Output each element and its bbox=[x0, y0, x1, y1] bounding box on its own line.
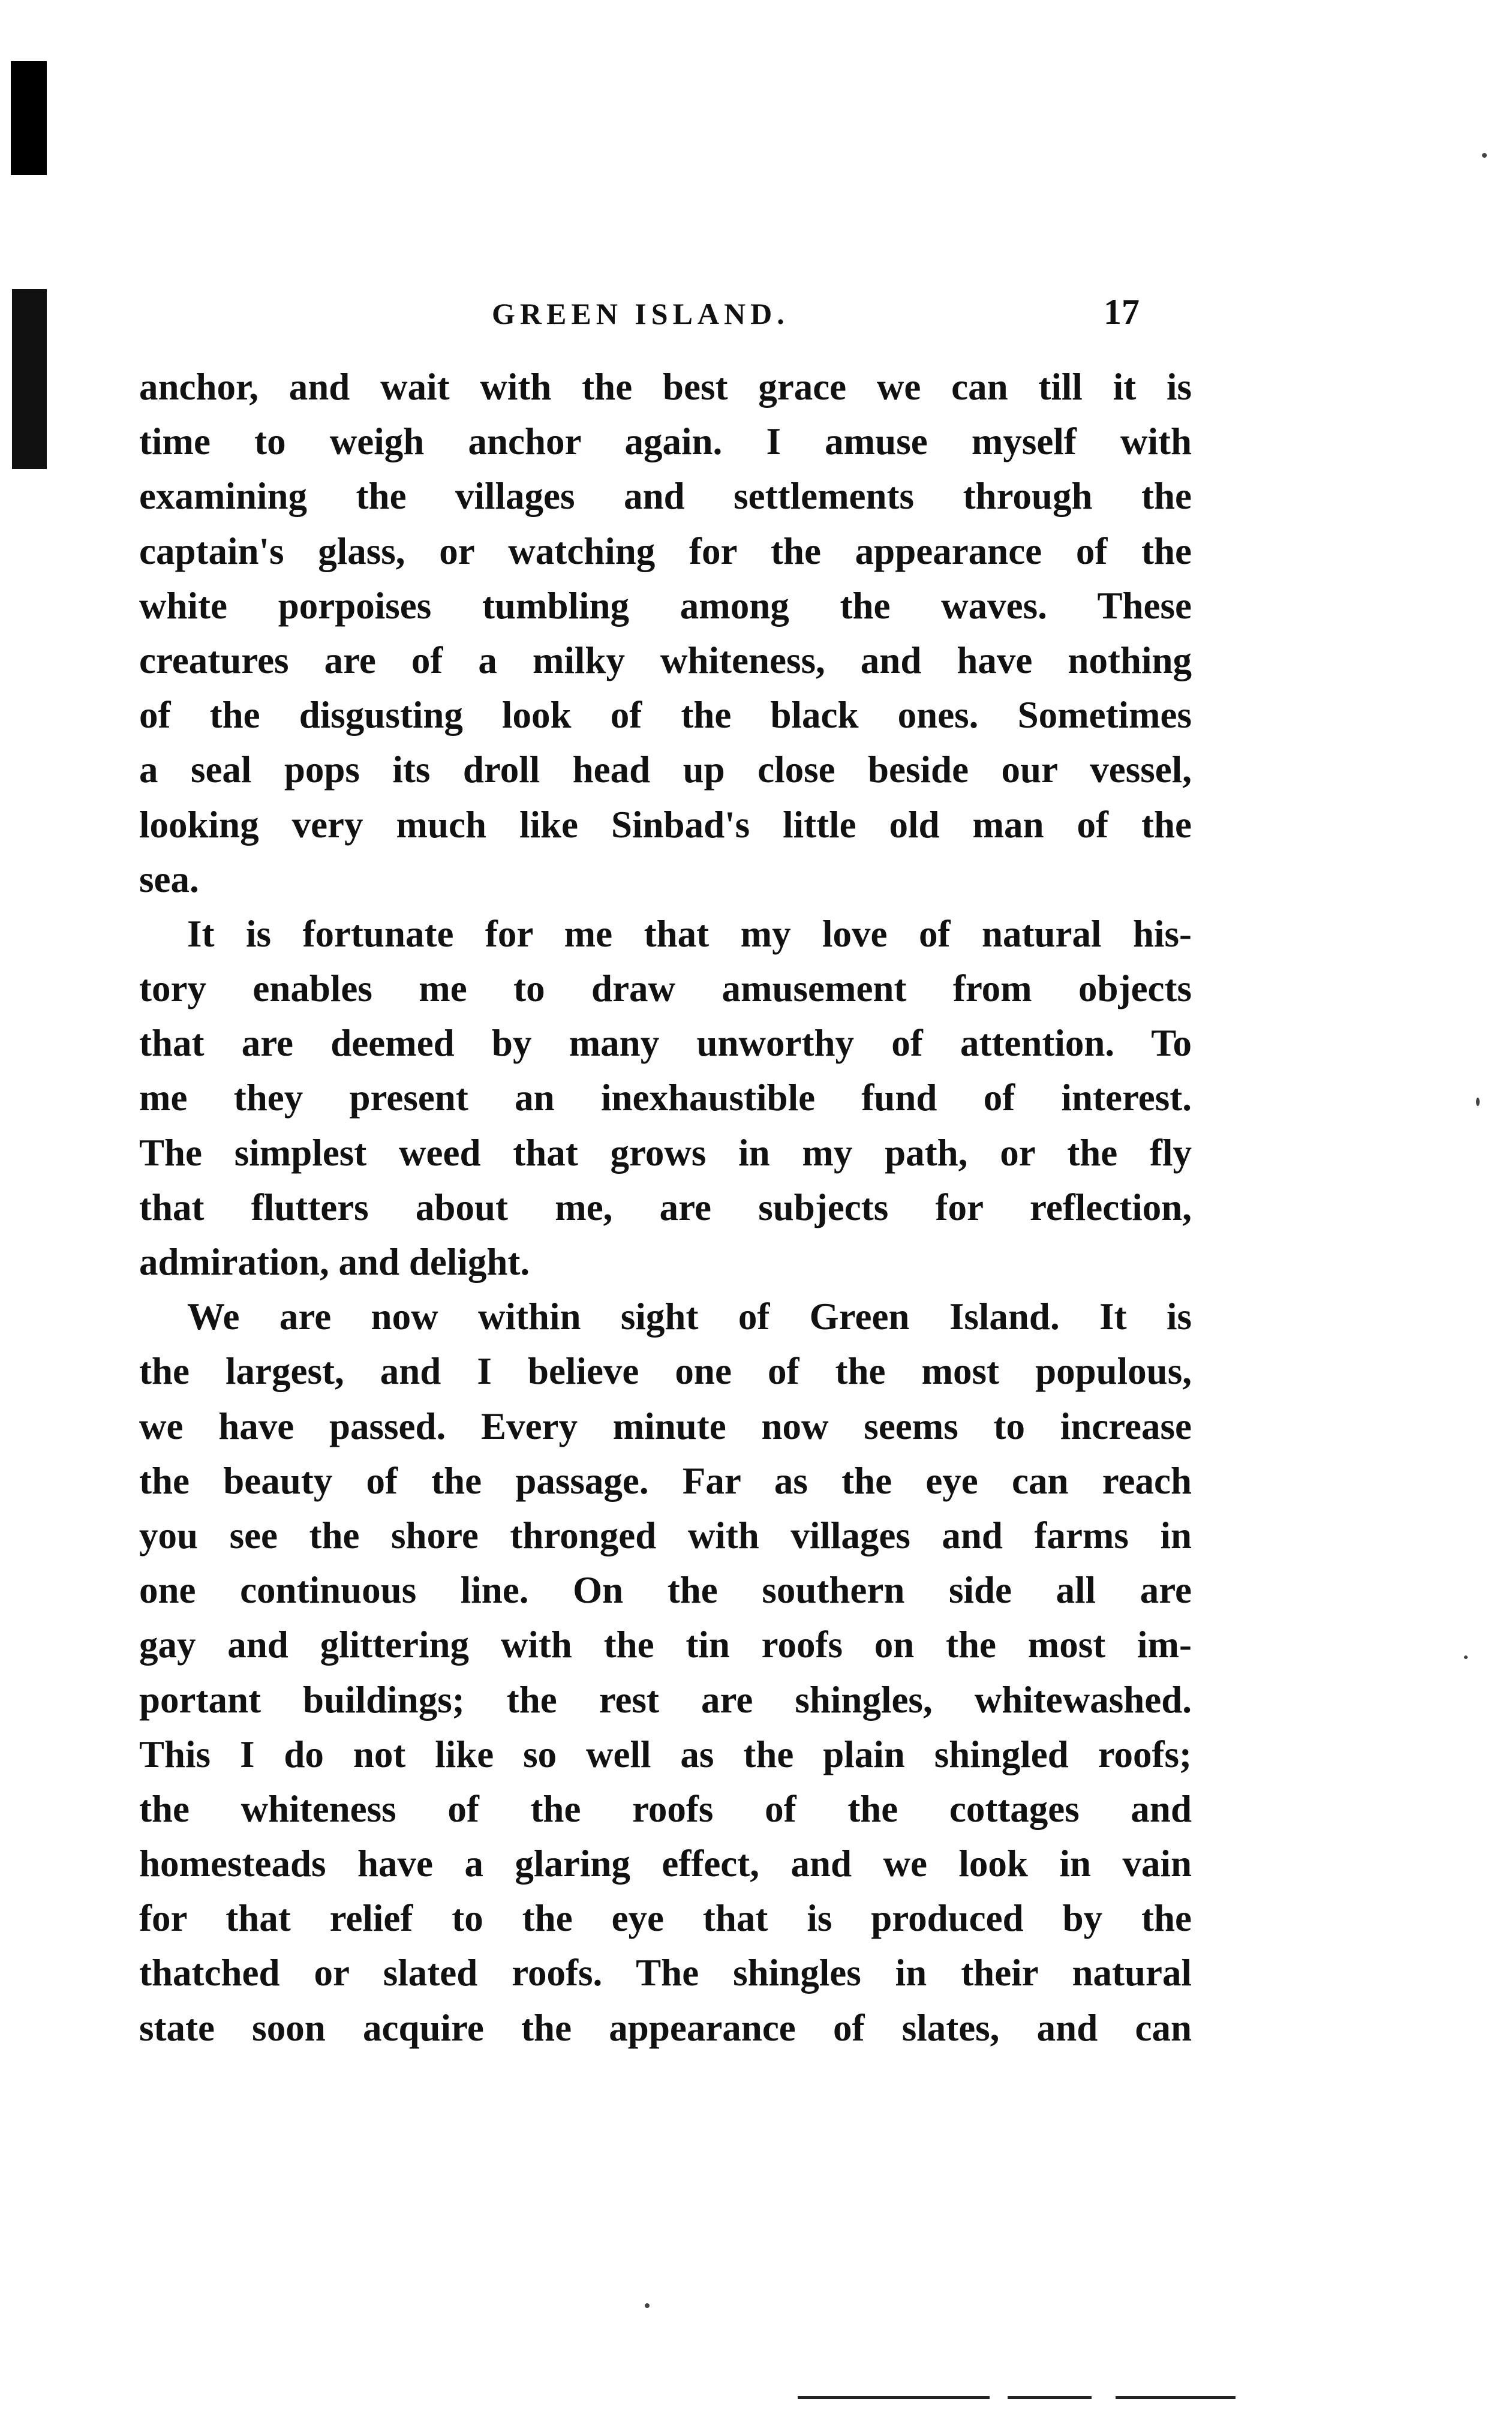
text-line: We are now within sight of Green Island. It is bbox=[187, 1296, 1192, 1338]
text-line: you see the shore thronged with villages and farms in bbox=[139, 1514, 1192, 1556]
scan-speck bbox=[1476, 1098, 1480, 1106]
body-text bbox=[139, 360, 1192, 2056]
text-line: me they present an inexhaustible fund of interest. bbox=[139, 1077, 1192, 1119]
text-line: This I do not like so well as the plain shingled roofs; bbox=[139, 1733, 1192, 1775]
text-line: of the disgusting look of the black ones. Sometimes bbox=[139, 694, 1192, 737]
scan-speck bbox=[645, 2303, 650, 2308]
text-line: the whiteness of the roofs of the cottages and bbox=[139, 1787, 1192, 1830]
text-line: that flutters about me, are subjects for reflection, bbox=[139, 1186, 1192, 1228]
text-line: captain's glass, or watching for the appearance of the bbox=[139, 530, 1192, 572]
text-line: thatched or slated roofs. The shingles in their natural bbox=[139, 1952, 1192, 1994]
text-line: the largest, and I believe one of the most populous, bbox=[139, 1350, 1192, 1393]
text-line: one continuous line. On the southern side all are bbox=[139, 1569, 1192, 1612]
text-line: sea. bbox=[139, 858, 199, 900]
text-line: examining the villages and settlements through the bbox=[139, 475, 1192, 518]
text-line: The simplest weed that grows in my path, or the fly bbox=[139, 1131, 1192, 1174]
page-number: 17 bbox=[1104, 292, 1140, 332]
text-line: portant buildings; the rest are shingles, whitewashed. bbox=[139, 1678, 1192, 1721]
text-line: white porpoises tumbling among the waves. These bbox=[139, 584, 1192, 627]
text-line: It is fortunate for me that my love of natural his- bbox=[187, 912, 1192, 955]
text-line: looking very much like Sinbad's little old man of the bbox=[139, 803, 1192, 846]
text-line: creatures are of a milky whiteness, and have nothing bbox=[139, 639, 1192, 681]
text-line: the beauty of the passage. Far as the eye can reach bbox=[139, 1459, 1192, 1502]
text-line: that are deemed by many unworthy of attention. To bbox=[139, 1022, 1192, 1065]
scan-speck bbox=[1482, 153, 1487, 158]
scan-smudge bbox=[1116, 2396, 1236, 2399]
scan-edge-mark bbox=[11, 61, 47, 175]
scan-smudge bbox=[798, 2396, 990, 2399]
scan-speck bbox=[1464, 1655, 1468, 1659]
text-line: gay and glittering with the tin roofs on the most im- bbox=[139, 1624, 1192, 1666]
text-line: admiration, and delight. bbox=[139, 1241, 530, 1283]
scan-edge-mark bbox=[12, 289, 47, 469]
text-line: time to weigh anchor again. I amuse myself with bbox=[139, 420, 1192, 463]
text-line: tory enables me to draw amusement from objects bbox=[139, 967, 1192, 1010]
text-line: anchor, and wait with the best grace we can till it is bbox=[139, 366, 1192, 408]
text-line: homesteads have a glaring effect, and we look in vain bbox=[139, 1843, 1192, 1885]
text-line: a seal pops its droll head up close beside our vessel, bbox=[139, 749, 1192, 791]
text-line: we have passed. Every minute now seems to increase bbox=[139, 1405, 1192, 1447]
running-title: GREEN ISLAND. bbox=[492, 297, 789, 330]
scan-smudge bbox=[1008, 2396, 1092, 2399]
text-line: state soon acquire the appearance of slates, and can bbox=[139, 2006, 1192, 2049]
page-header bbox=[492, 289, 1224, 331]
text-line: for that relief to the eye that is produced by the bbox=[139, 1897, 1192, 1940]
